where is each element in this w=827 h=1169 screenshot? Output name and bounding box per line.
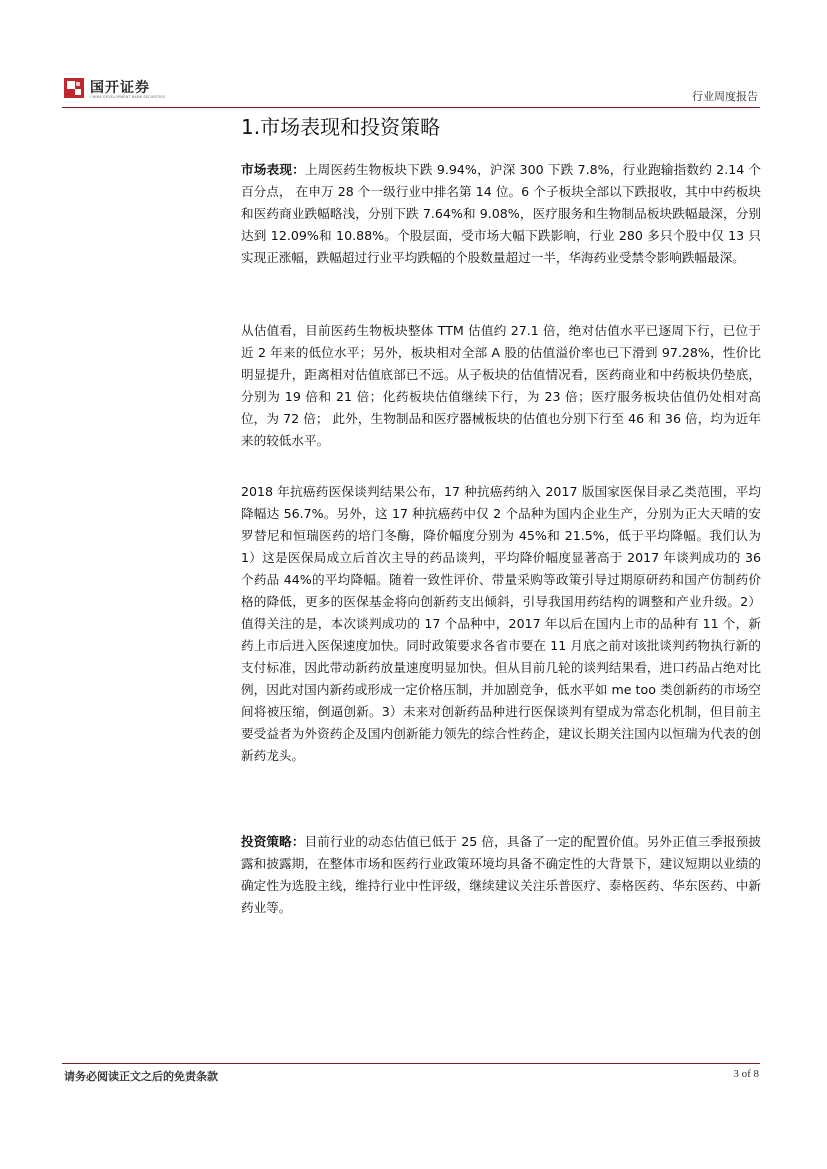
paragraph-investment-strategy bbox=[241, 831, 761, 919]
paragraph-text: 目前行业的动态估值已低于 25 倍，具备了一定的配置价值。另外正值三季报预披露和披露期，在整体市场和医药行业政策环境均具备不确定性的大背景下，建议短期以业绩的确定性为选股主线，维持行业中性评级，继续建议关注乐普医疗、泰格医药、华东医药、中新药业等。 bbox=[241, 834, 761, 915]
brand-mark-icon bbox=[64, 78, 84, 98]
paragraph-text: 2018 年抗癌药医保谈判结果公布，17 种抗癌药纳入 2017 版国家医保目录乙类范围，平均降幅达 56.7%。另外，这 17 种抗癌药中仅 2 个品种为国内企业生产，分别为正大天晴的安罗替尼和恒瑞医药的培门冬酶，降价幅度分别为 45%和 21.5%，低于平均降幅。我们认为 1）这是医保局成立后首次主导的药品谈判，平均降价幅度显著高于 2017 年谈判成功的 36 个药品 44%的平均降幅。随着一致性评价、带量采购等政策引导过期原研药和国产仿制药价格的降低，更多的医保基金将向创新药支出倾斜，引导我国用药结构的调整和产业升级。2）值得关注的是，本次谈判成功的 17 个品种中，2017 年以后在国内上市的品种有 11 个，新药上市后进入医保速度加快。同时政策要求各省市要在 11 月底之前对该批谈判药物执行新的支付标准，因此带动新药放量速度明显加快。但从目前几轮的谈判结果看，进口药品占绝对比例，因此对国内新药或形成一定价格压制，并加剧竞争，低水平如 me too 类创新药的市场空间将被压缩，倒逼创新。3）未来对创新药品种进行医保谈判有望成为常态化机制，但目前主要受益者为外资药企及国内创新能力领先的综合性药企，建议长期关注国内以恒瑞为代表的创新药龙头。 bbox=[241, 484, 761, 763]
paragraph-valuation bbox=[241, 320, 761, 452]
paragraph-medical-insurance-negotiation bbox=[241, 481, 761, 767]
page-header bbox=[62, 76, 760, 106]
footer-disclaimer: 请务必阅读正文之后的免责条款 bbox=[64, 1070, 218, 1083]
page-number: 3 of 8 bbox=[733, 1068, 759, 1080]
section-title: 1.市场表现和投资策略 bbox=[241, 115, 441, 139]
report-type: 行业周度报告 bbox=[692, 90, 758, 103]
header-divider bbox=[62, 107, 760, 108]
paragraph-lead: 市场表现： bbox=[241, 162, 305, 177]
paragraph-lead: 投资策略： bbox=[241, 834, 305, 849]
paragraph-market-performance bbox=[241, 159, 761, 269]
paragraph-text: 上周医药生物板块下跌 9.94%，沪深 300 下跌 7.8%，行业跑输指数约 2.14 个百分点， 在申万 28 个一级行业中排名第 14 位。6 个子板块全部以下跌报收，其中中药板块和医药商业跌幅略浅，分别下跌 7.64%和 9.08%，医疗服务和生物制品板块跌幅最深，分别达到 12.09%和 10.88%。个股层面，受市场大幅下跌影响，行业 280 多只个股中仅 13 只实现正涨幅，跌幅超过行业平均跌幅的个股数量超过一半，华海药业受禁令影响跌幅最深。 bbox=[241, 162, 762, 265]
brand-logo bbox=[64, 76, 174, 102]
brand-name: 国开证券 bbox=[90, 80, 150, 96]
paragraph-text: 从估值看，目前医药生物板块整体 TTM 估值约 27.1 倍，绝对估值水平已逐周下行，已位于近 2 年来的低位水平；另外，板块相对全部 A 股的估值溢价率也已下滑到 97.28%，性价比明显提升，距离相对估值底部已不远。从子板块的估值情况看，医药商业和中药板块仍垫底，分别为 19 倍和 21 倍；化药板块估值继续下行，为 23 倍；医疗服务板块估值仍处相对高位，为 72 倍； 此外，生物制品和医疗器械板块的估值也分别下行至 46 和 36 倍，均为近年来的较低水平。 bbox=[241, 323, 761, 448]
footer-divider bbox=[62, 1063, 760, 1064]
brand-subtitle: CHINA DEVELOPMENT BANK SECURITIES bbox=[90, 95, 166, 99]
